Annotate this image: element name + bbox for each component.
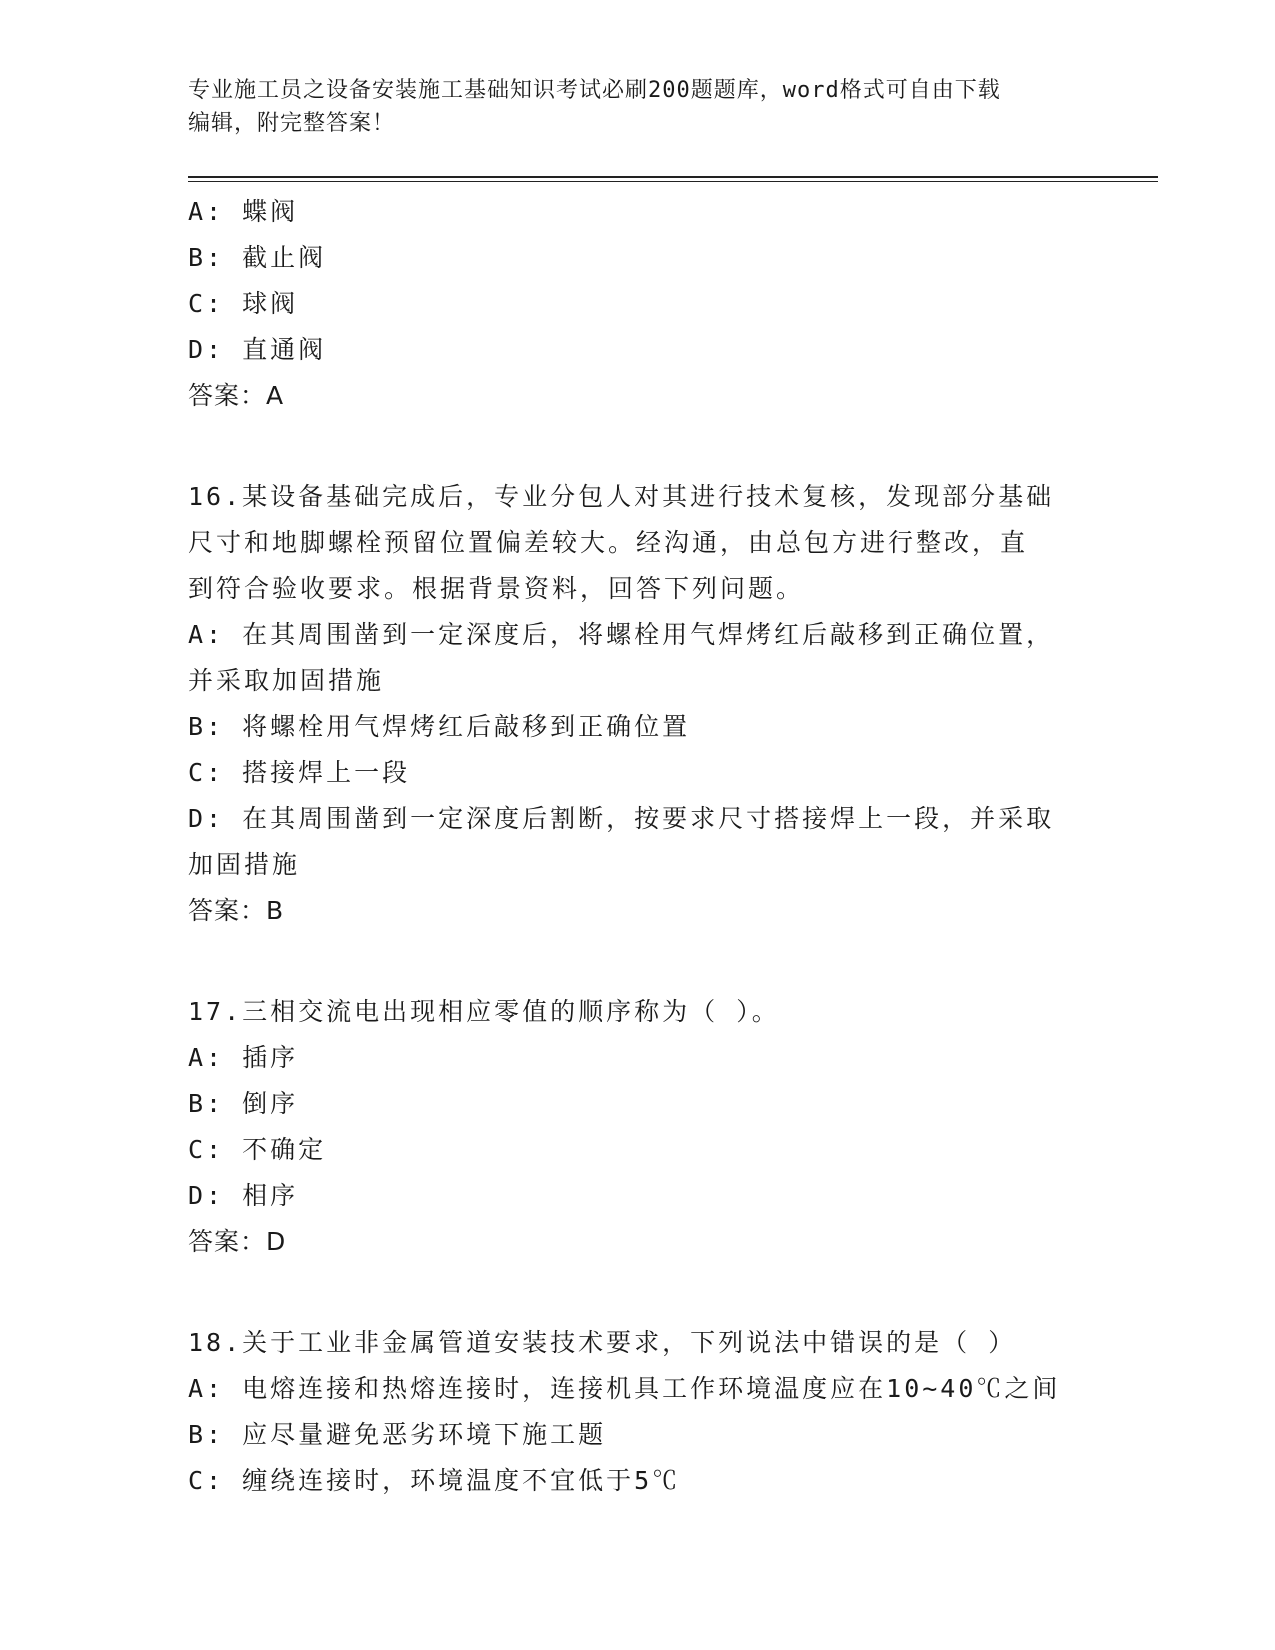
option-b: B: 倒序 bbox=[188, 1089, 299, 1118]
option-c: C: 球阀 bbox=[188, 289, 299, 318]
spacer bbox=[188, 419, 1088, 474]
option-a: A: 电熔连接和热熔连接时，连接机具工作环境温度应在10~40℃之间 bbox=[188, 1374, 1061, 1403]
question-15-block bbox=[188, 189, 1088, 419]
header-divider-thick bbox=[188, 176, 1158, 178]
answer-label: 答案：A bbox=[188, 381, 285, 410]
option-d-continued: 加固措施 bbox=[188, 850, 301, 879]
option-c: C: 缠绕连接时，环境温度不宜低于5℃ bbox=[188, 1466, 681, 1495]
question-stem: 17.三相交流电出现相应零值的顺序称为（ ）。 bbox=[188, 997, 780, 1026]
header-line-1: 专业施工员之设备安装施工基础知识考试必刷200题题库，word格式可自由下载 bbox=[188, 78, 1001, 103]
option-a: A: 插序 bbox=[188, 1043, 299, 1072]
option-a: A: 在其周围凿到一定深度后，将螺栓用气焊烤红后敲移到正确位置， bbox=[188, 620, 1055, 649]
option-b: B: 将螺栓用气焊烤红后敲移到正确位置 bbox=[188, 712, 691, 741]
question-list bbox=[188, 189, 1088, 1504]
header-divider-thin bbox=[188, 181, 1158, 182]
option-d: D: 在其周围凿到一定深度后割断，按要求尺寸搭接焊上一段，并采取 bbox=[188, 804, 1055, 833]
question-stem: 到符合验收要求。根据背景资料，回答下列问题。 bbox=[188, 574, 805, 603]
option-b: B: 截止阀 bbox=[188, 243, 327, 272]
option-a-continued: 并采取加固措施 bbox=[188, 666, 385, 695]
question-18-block bbox=[188, 1320, 1088, 1504]
spacer bbox=[188, 1265, 1088, 1320]
header-line-2: 编辑，附完整答案！ bbox=[188, 111, 396, 136]
question-stem: 16.某设备基础完成后，专业分包人对其进行技术复核，发现部分基础 bbox=[188, 482, 1055, 511]
option-c: C: 搭接焊上一段 bbox=[188, 758, 411, 787]
option-d: D: 相序 bbox=[188, 1181, 299, 1210]
question-16-block bbox=[188, 474, 1088, 934]
question-stem: 18.关于工业非金属管道安装技术要求，下列说法中错误的是（ ） bbox=[188, 1328, 1017, 1357]
question-17-block bbox=[188, 989, 1088, 1265]
option-b: B: 应尽量避免恶劣环境下施工题 bbox=[188, 1420, 607, 1449]
answer-label: 答案：B bbox=[188, 896, 285, 925]
option-d: D: 直通阀 bbox=[188, 335, 327, 364]
option-a: A: 蝶阀 bbox=[188, 197, 299, 226]
answer-label: 答案：D bbox=[188, 1227, 287, 1256]
spacer bbox=[188, 934, 1088, 989]
document-header bbox=[188, 74, 1088, 140]
question-stem: 尺寸和地脚螺栓预留位置偏差较大。经沟通，由总包方进行整改，直 bbox=[188, 528, 1029, 557]
option-c: C: 不确定 bbox=[188, 1135, 327, 1164]
